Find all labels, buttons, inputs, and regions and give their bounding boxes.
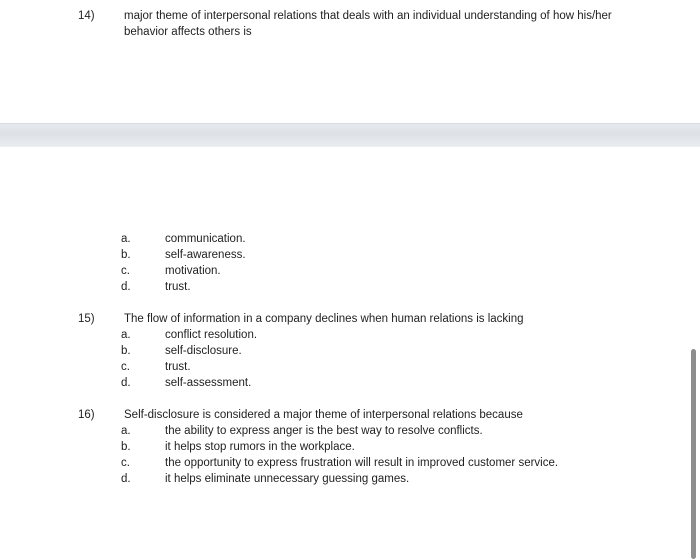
page-divider [0, 123, 700, 147]
option-text: self-disclosure. [165, 345, 242, 357]
option-text: the opportunity to express frustration will result in improved customer service. [165, 457, 559, 469]
option-c [0, 455, 700, 471]
option-letter: a. [121, 425, 131, 437]
question-text: Self-disclosure is considered a major theme of interpersonal relations because [124, 409, 523, 421]
option-a [0, 327, 700, 343]
option-text: it helps stop rumors in the workplace. [165, 441, 355, 453]
question-text: The flow of information in a company declines when human relations is lacking [124, 313, 524, 325]
option-text: self-assessment. [165, 377, 252, 389]
option-a [0, 423, 700, 439]
option-letter: b. [121, 249, 131, 261]
option-c [0, 359, 700, 375]
option-letter: a. [121, 233, 131, 245]
option-letter: c. [121, 361, 130, 373]
option-letter: c. [121, 265, 130, 277]
option-letter: d. [121, 377, 131, 389]
option-letter: b. [121, 441, 131, 453]
option-letter: d. [121, 281, 131, 293]
option-letter: b. [121, 345, 131, 357]
vertical-scrollbar[interactable] [691, 349, 696, 559]
option-a [0, 231, 700, 247]
option-text: trust. [165, 281, 191, 293]
option-d [0, 471, 700, 487]
option-text: motivation. [165, 265, 221, 277]
option-b [0, 439, 700, 455]
option-letter: a. [121, 329, 131, 341]
question-number: 16) [78, 409, 95, 421]
option-b [0, 343, 700, 359]
option-d [0, 279, 700, 295]
option-b [0, 247, 700, 263]
question-number: 15) [78, 313, 95, 325]
option-letter: d. [121, 473, 131, 485]
question-text: major theme of interpersonal relations that deals with an individual understanding of how his/her behavior affects others is [124, 10, 612, 38]
option-text: self-awareness. [165, 249, 246, 261]
option-text: conflict resolution. [165, 329, 258, 341]
option-text: it helps eliminate unnecessary guessing games. [165, 473, 410, 485]
option-d [0, 375, 700, 391]
option-text: communication. [165, 233, 246, 245]
question-number: 14) [78, 10, 95, 22]
option-text: the ability to express anger is the best way to resolve conflicts. [165, 425, 483, 437]
option-c [0, 263, 700, 279]
option-letter: c. [121, 457, 130, 469]
option-text: trust. [165, 361, 191, 373]
